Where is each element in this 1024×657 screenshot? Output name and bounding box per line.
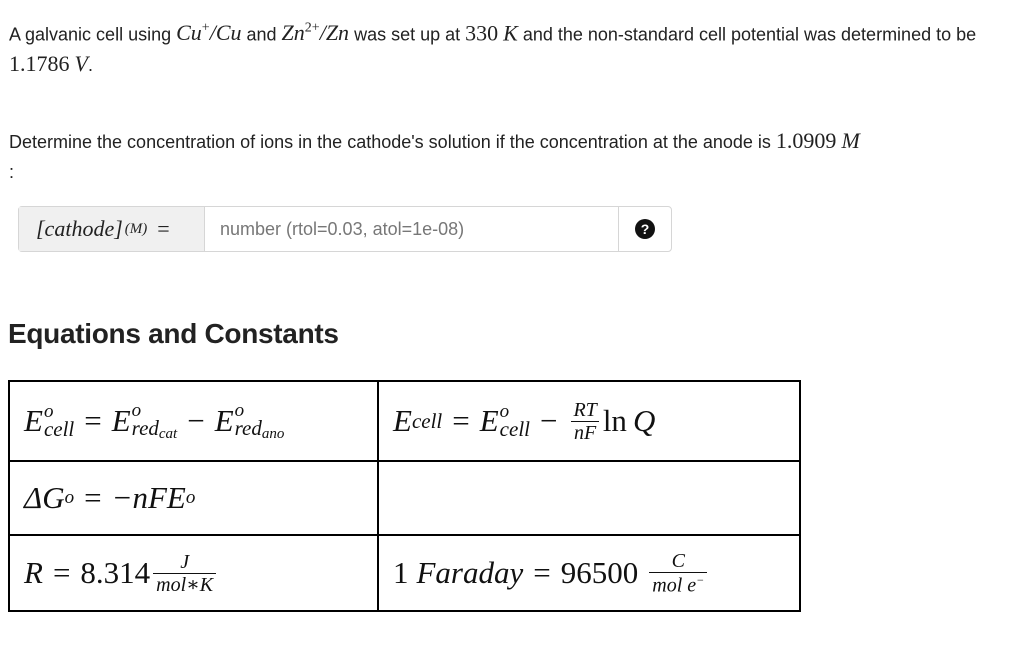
equation-nernst: E cell = E o cell − $\frac{RT}{nF}$ ln Q: [378, 381, 800, 461]
help-icon[interactable]: ?: [635, 219, 655, 239]
answer-input-group: [18, 206, 672, 252]
temperature-value: 330: [465, 20, 499, 46]
constant-faraday: 1 Faraday = 96500 $\frac{C}{mol e^-}$: [378, 535, 800, 611]
constant-gas-constant: R = 8.314 $\frac{J}{\text{mol∗K}}$: [9, 535, 378, 611]
equation-empty-cell: [378, 461, 800, 535]
anode-conc-unit: M: [841, 128, 860, 153]
anode-conc-value: 1.0909: [775, 128, 837, 153]
potential-value: 1.1786: [9, 51, 70, 77]
equations-table: [8, 380, 801, 612]
cu-species: Cu+/Cu: [176, 20, 242, 46]
answer-label: [cathode] (M) =: [19, 207, 205, 251]
equation-gibbs: ΔG o = −nFE o: [9, 461, 378, 535]
question-text: A galvanic cell using Cu+/Cu and $Zn^{2+}/Zn$ was set up at 330 K and the non-standard cell potential was determined to be 1.1786 V.: [9, 20, 977, 77]
equation-standard-cell-potential: E o cell = E o redcat − E o redano: [9, 381, 378, 461]
cathode-concentration-input[interactable]: [205, 207, 618, 251]
question-prompt: Determine the concentration of ions in the cathode's solution if the concentration at the anode is 1.0909 M :: [9, 128, 860, 182]
potential-unit: V: [74, 51, 88, 77]
section-heading: Equations and Constants: [8, 318, 339, 349]
temperature-unit: K: [503, 20, 518, 46]
help-button[interactable]: [618, 207, 671, 251]
zn-species: $Zn^{2+}/Zn$: [281, 20, 350, 46]
